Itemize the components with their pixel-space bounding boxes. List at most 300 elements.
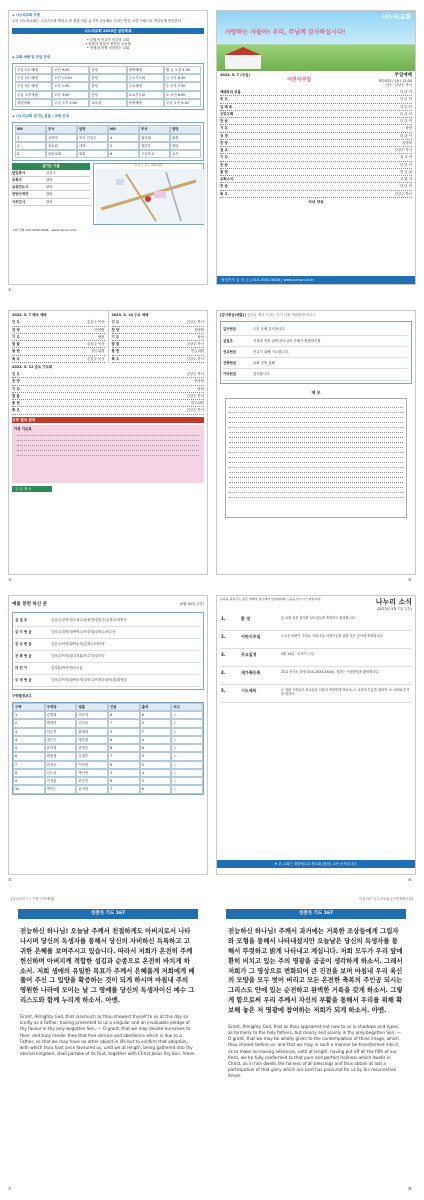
donor-names: 김상주/이영희/김정훈/이수진/김미숙 [51, 653, 105, 658]
staff-cell: 교사 [170, 150, 201, 158]
role-label: 말 씀 [12, 342, 20, 346]
servant-row [12, 170, 90, 177]
cover-banner [217, 11, 415, 71]
district-cell: 1 [13, 711, 45, 719]
order-leader: 다 같 이 [400, 97, 412, 102]
role-row [112, 327, 205, 334]
role-label: 기 도 [111, 334, 120, 339]
news-body: ① 저희 가정들이 하나님과 더불어 축복받게 하소서. ② 교회의 부흥을 위하여. ③ 나라와 민족을 위하여. [281, 688, 410, 696]
district-cell: 김영희 [45, 711, 77, 719]
district-cell: 박정미 [45, 719, 77, 727]
offering-note: 가정과 직장 위에 하나님의 은혜가 충만하기를 [253, 338, 321, 343]
district-cell: ○ [171, 719, 203, 727]
staff-cell: 4 [108, 134, 139, 142]
role-label: 말 씀 [111, 342, 120, 346]
staff-row [15, 134, 201, 142]
memo-area[interactable] [225, 398, 407, 518]
district-cell: 박민수 [45, 785, 77, 793]
offering-row [223, 358, 409, 369]
offering-table [220, 321, 412, 383]
role-label: 봉 헌 [12, 401, 20, 405]
district-row [13, 719, 203, 727]
page-number: ⑦ [8, 1186, 12, 1191]
worship-cell: 본당 [89, 74, 126, 82]
district-cell: ○ [171, 752, 203, 760]
footer-bar: 담임목사 김 상 주 | 010-3542-5006 | www.nanuri.or.kr [217, 276, 415, 284]
offering-header [217, 311, 415, 319]
news-title: 환 영 [241, 616, 251, 621]
page-6 [216, 595, 416, 875]
goal-item: • 전세대 함께 성장하는 교회 [86, 46, 130, 51]
district-cell: 7 [108, 752, 140, 760]
worship-cell: 새벽예배 [127, 66, 164, 74]
district-title: 구역별정보고 [12, 693, 32, 698]
role-label: 찬 양 [12, 327, 20, 332]
role-value: 김상주 목사 [186, 356, 204, 361]
role-row [12, 319, 105, 326]
order-label: 기 도 [220, 155, 228, 160]
theme-worship-title: 2023. 5. 7 테마 예배 [12, 313, 47, 317]
servant-name: 담당 [46, 177, 53, 182]
order-item [220, 176, 412, 183]
district-cell: 4 [140, 769, 172, 777]
district-cell: 최영희 [76, 728, 108, 736]
order-leader: 김상주 목사 [394, 148, 412, 153]
offering-note: 감사합니다. [253, 372, 271, 377]
service-meta [378, 73, 412, 87]
theme-worship [9, 311, 109, 363]
role-row [112, 348, 205, 355]
role-row [112, 319, 205, 326]
staff-cell: 대표 [77, 142, 108, 150]
offering-subtitle: 감사로 제사 드리는 자가 나를 영화롭게 하나니 [246, 313, 316, 317]
district-cell: 8 [108, 744, 140, 752]
role-row [12, 371, 204, 378]
district-row [13, 711, 203, 719]
role-value: 김상주 목사 [186, 408, 204, 413]
worship-cell: 본당 [89, 91, 126, 99]
servant-role: 담임목사 [12, 170, 26, 175]
prayer-header-right: 아름다운 나누리교회 [구역예배공과] [359, 897, 413, 901]
offering-row [223, 324, 409, 335]
district-cell: 5 [140, 777, 172, 785]
district-cell: 김도윤 [45, 769, 77, 777]
table-header [15, 125, 201, 133]
district-cell: 김정수 [76, 752, 108, 760]
news-logo-name: 나누리 소식 [375, 598, 412, 606]
order-item [220, 191, 412, 198]
order-item [220, 125, 412, 132]
district-cell: 6 [140, 711, 172, 719]
offering-type: 건축헌금 [223, 361, 237, 365]
donor-names: 김지훈/박서연/이도윤 [51, 665, 83, 670]
district-cell: 9 [108, 728, 140, 736]
order-list [217, 89, 415, 198]
prayer-box-title: 가정 기도표 [14, 426, 32, 431]
order-leader: 다 같 이 [400, 133, 412, 138]
order-item [220, 183, 412, 190]
donor-names: 김상주/이영희/박순자/김영수/이정숙/윤미경/최영철 [51, 677, 127, 682]
district-cell: 한정숙 [76, 744, 108, 752]
role-row [12, 378, 204, 385]
servant-row [12, 191, 90, 198]
donor-date: (4월 30일 주간) [179, 602, 204, 606]
servants-title: 섬기는 이들 [12, 163, 90, 169]
order-leader: 설 교 자 [400, 155, 412, 160]
district-row [13, 736, 203, 744]
role-row [12, 386, 204, 393]
roles-mid [109, 319, 208, 363]
memo-title: 메 모 [311, 389, 321, 395]
district-cell: 7 [140, 728, 172, 736]
district-cell: ○ [171, 736, 203, 744]
order-leader: 찬양대 [402, 140, 412, 145]
prayer-box [12, 425, 204, 483]
sunday-label: 주일예배 [394, 73, 412, 78]
servant-row [12, 184, 90, 191]
district-cell: 박순희 [76, 736, 108, 744]
district-cell: ○ [171, 769, 203, 777]
role-value: 찬양팀 [94, 327, 105, 332]
district-cell: 8 [13, 769, 45, 777]
news-number: 5. [221, 688, 226, 693]
order-item [220, 104, 412, 111]
role-row [112, 341, 205, 348]
role-label: 봉 헌 [12, 349, 20, 354]
service-line: 제 2023 / 19 / 11:00 [378, 78, 412, 83]
staff-cell: 회장 [170, 134, 201, 142]
attendance-title: 교회 결석 관리 [12, 417, 204, 423]
servant-name: 담당 [46, 185, 53, 190]
page-8 [216, 895, 416, 1183]
phone-text: 교회 전화 010-3542-5006 [12, 228, 49, 233]
district-row [13, 752, 203, 760]
worship-cell: 월-금 오전 5:30 [164, 66, 201, 74]
worship-cell: 오후 3:00 [52, 91, 89, 99]
role-row [112, 356, 205, 363]
order-label: 예배로의 부름 [220, 90, 241, 95]
news-item [221, 649, 411, 667]
district-cell: 윤미경 [45, 744, 77, 752]
worship-cell: 본당 [89, 82, 126, 90]
servants-section [12, 163, 204, 225]
news-body: 5월 14일 - 어버이 주일 [281, 652, 314, 656]
order-leader: 담당 [405, 126, 412, 131]
servant-row [12, 199, 90, 206]
order-leader: 다 같 이 [400, 184, 412, 189]
order-label: 신앙고백 [220, 111, 234, 116]
goal-item: • 모범적 선교적 섬김의 교회 [86, 37, 130, 42]
district-cell: ○ [171, 728, 203, 736]
donor-table [12, 612, 204, 690]
role-label: 축 도 [111, 356, 120, 361]
news-title: 기도제목 [241, 688, 257, 693]
staff-cell: 장로회 [46, 142, 77, 150]
staff-cell: 주일학교 [139, 150, 170, 158]
worship-cell: 본당 [89, 66, 126, 74]
district-cell: 6 [108, 736, 140, 744]
prayer-title: 성찬식 기도 167 [18, 909, 198, 919]
header-cell: 출석 [140, 703, 172, 711]
staff-cell: 목사 김상주 [77, 134, 108, 142]
donor-row [15, 627, 201, 639]
order-leader: 헌 금 위 [400, 169, 412, 174]
prayer-english: Grant, Almighty God, that inasmuch as thou showest thyself to us at this day so kindly as a Father, having presented to us a singular and an invaluable pledge of thy favour in thy only-begotten Son, — O grant, that we may devote ourselves to thee, and truly render thee that free service and obedience which is due to a Father, so that we may have no other object in life but to confirm that adoption, with which thou hast once favoured us, until we at length, being gathered into thy eternal kingdom, shall partake of its fruit, together with Christ Jesus thy Son. Amen. [20, 1014, 196, 1056]
role-value: 찬양팀 [194, 379, 204, 384]
donor-row [15, 639, 201, 651]
order-leader: 다 같 이 [400, 162, 412, 167]
order-label: 봉 헌 [220, 169, 228, 174]
prayer-english: Grant, Almighty God, that as thou appearest not now to us in shadows and types, as formerly to the holy fathers, but clearly and plainly in thy only-begotten Son, — O grant, that we may be wholly given to the contemplation of thine image, which thou shinest before us: and that we may in such a manner be transformed into it, as to make increasing advances, until at length, having put off all the filth of our flesh, we be fully conformed to that pure and perfect holiness which dwells in Christ, as in him dwells the fulness of all blessings and thus obtain at last a participation of that glory which our Lord has procured for us by his resurrection. Amen. [228, 1024, 402, 1078]
order-label: 찬 양 [220, 140, 228, 145]
service-header [217, 71, 415, 89]
worship-cell: 교육관 [89, 99, 126, 107]
worship-columns [9, 311, 207, 363]
role-label: 말 씀 [12, 393, 20, 398]
prayer-korean: 전능하신 하나님! 오늘날 주께서 친절하게도 아버지로서 나타나시며 당신의 독생자를 통해서 당신의 자비하신 독특하고 고귀한 은혜를 보여주시고 있습니다. 따라서 저희가 온전히 주께 헌신하며 아버지께 적합한 섬김과 순종으로 온전히 바치게 하소서. 저희 생애의 유일한 목표가 주께서 은혜롭게 저희에게 베풀어 주신 그 입양을 확증하는 것이 되게 하시며 마침내 주의 영원한 나라에 모이는 날 그 영예를 당신의 독생자이신 예수 그리스도와 함께 누리게 하소서. 아멘. [20, 926, 195, 1005]
mission-text: 우리 나누리교회는 그리스도를 머리로 한 몸을 이룬 유기적 공동체로 우리는 믿음 소망 사랑으로 하나님께 헌신한다. [12, 19, 183, 24]
order-label: 성 경 [220, 133, 228, 138]
district-cell: 9 [13, 777, 45, 785]
worship-cell: 금 오후 8:30 [164, 74, 201, 82]
servants-list [12, 170, 90, 206]
role-value: 헌금위원 [190, 401, 204, 405]
header-cell: NO [108, 125, 139, 133]
donor-category: 십 일 조 [15, 617, 28, 622]
news-number: 4. [221, 670, 226, 675]
worship-cell: 주일 3부 예배 [15, 82, 52, 90]
web-text: www.nanuri.or.kr [51, 228, 77, 233]
news-footer: ※ 본 교회는 대한예수교 장로회 (합동) 교단 소속입니다. [217, 860, 415, 868]
worship-cell: 수요예배 [127, 82, 164, 90]
news-item [221, 685, 411, 703]
news-date: (2023년 5월 7일 주간) [376, 606, 412, 611]
donor-header [9, 600, 207, 610]
district-cell: 한정호 [45, 761, 77, 769]
donor-category: 어 린 이 [15, 665, 28, 670]
offering-type: 감사헌금 [223, 327, 237, 332]
map-box [93, 163, 204, 225]
service-sub: 인도: 김상주 목사 [385, 82, 412, 87]
role-value: 헌금위원 [190, 349, 204, 354]
district-cell: ○ [171, 785, 203, 793]
district-row [13, 761, 203, 769]
staff-row [15, 150, 201, 158]
news-intro: 등록을 원하시는 분은 예배당 입구에서 안내위원의 도움을 받으시기 바랍니다. [220, 597, 322, 601]
role-row [12, 400, 204, 407]
offering-note: 교회 건축 위해 [253, 361, 275, 365]
header-cell: 담당 [77, 125, 108, 133]
worship-cell: 학생예배 [127, 99, 164, 107]
fri-title: 2023. 5. 12 금요 기도회 [12, 364, 53, 369]
role-value: 김상주 목사 [87, 356, 105, 361]
worship-cell: 주일 오후 2:00 [52, 99, 89, 107]
role-row [12, 348, 105, 355]
district-cell: 7 [13, 761, 45, 769]
worship-cell: 오후 1:30 [52, 82, 89, 90]
wed-worship-title: 2023. 5. 10 수요 예배 [111, 313, 149, 317]
order-label: 찬 송 [220, 119, 228, 124]
district-cell: ○ [171, 777, 203, 785]
worship-row [15, 74, 201, 82]
servant-name: 담당 [46, 199, 53, 204]
order-item [220, 111, 412, 118]
header-cell: 비고 [171, 703, 203, 711]
servants-box [12, 163, 90, 225]
order-label: 교회소식 [220, 177, 234, 182]
order-leader: 사 회 자 [400, 177, 412, 182]
district-cell: 8 [108, 711, 140, 719]
district-cell: 6 [13, 752, 45, 760]
news-body: 본 교회 처음 출석한 성도님들을 축복하고 환영합니다. [281, 616, 356, 620]
prayer-title: 성찬식 기도 167 [226, 909, 406, 919]
offering-type: 선교헌금 [223, 349, 237, 354]
role-label: 축 도 [12, 356, 20, 361]
prayer-header-left: [성교요약 7 / 가정 구역예배] [11, 897, 55, 901]
staff-cell: 권사회 [139, 134, 170, 142]
order-item [220, 140, 412, 147]
district-cell: 김미숙 [76, 719, 108, 727]
staff-cell: 남선교회 [46, 150, 77, 158]
order-item [220, 147, 412, 154]
sermon-title: 자녀 양육 [308, 199, 324, 204]
district-cell: 5 [140, 719, 172, 727]
table-header [13, 703, 203, 711]
district-cell: 이정훈 [45, 777, 77, 785]
news-number: 2. [221, 634, 226, 639]
role-label: 찬 양 [12, 379, 20, 384]
order-label: 찬 송 [220, 162, 228, 167]
news-item [221, 667, 411, 685]
news-number: 1. [221, 616, 226, 621]
church-name: 나누리교회 [382, 14, 411, 21]
news-item [221, 613, 411, 631]
district-cell: 4 [13, 736, 45, 744]
district-cell: 3 [13, 728, 45, 736]
worship-row [15, 66, 201, 74]
donor-row [15, 651, 201, 663]
role-row [112, 334, 205, 341]
role-row [12, 341, 105, 348]
donor-row [15, 675, 201, 687]
donor-category: 건 축 헌 금 [15, 653, 32, 658]
district-cell: 5 [140, 752, 172, 760]
offering-note: 주님 은혜 감사합니다. [253, 327, 286, 332]
page-2 [216, 10, 416, 285]
order-item [220, 96, 412, 103]
donor-category: 주 정 헌 금 [15, 677, 32, 682]
order-label: 묵 도 [220, 97, 228, 102]
district-cell: 이수진 [45, 728, 77, 736]
staff-cell: 5 [108, 142, 139, 150]
worship-row [15, 99, 201, 107]
order-leader: 다 같 이 [400, 104, 412, 109]
servant-role: 교육전도사 [12, 185, 29, 190]
news-title: 새가족등록 [241, 670, 261, 675]
district-cell: ○ [171, 711, 203, 719]
district-row [13, 785, 203, 793]
news-list [217, 613, 415, 703]
district-row [13, 769, 203, 777]
staff-cell: 교역자 [46, 134, 77, 142]
date-line: 2023. 5. 7 (주일) [220, 73, 250, 77]
district-row [13, 777, 203, 785]
offering-type: 기타헌금 [223, 372, 237, 377]
donor-category: 선 교 헌 금 [15, 641, 32, 646]
role-value: 김상주 목사 [87, 320, 105, 325]
role-label: 인 도 [12, 372, 20, 376]
role-label: 인 도 [12, 320, 20, 325]
header-cell: 구역 [13, 703, 45, 711]
role-value: 김상주 목사 [186, 393, 204, 398]
role-label: 기 도 [12, 334, 20, 339]
servant-role: 부목사 [12, 177, 22, 182]
role-value: 찬양팀 [194, 327, 204, 332]
role-value: 담당 [97, 334, 105, 339]
staff-table [12, 122, 204, 161]
roles-fri [9, 371, 207, 415]
worship-title: ◈ 교회 예배 및 모임 안내 [12, 54, 50, 59]
district-cell: 윤지영 [76, 785, 108, 793]
role-value: 헌금위원 [91, 349, 105, 354]
donor-title: 예물 봉헌 하신 분 [12, 602, 48, 607]
district-cell: 7 [108, 719, 140, 727]
order-leader: 김상주 목사 [394, 191, 412, 196]
district-cell: 이순자 [76, 711, 108, 719]
district-cell: 10 [13, 785, 45, 793]
map-title: 오시는 길 / 교회 위치 [134, 163, 163, 168]
role-value: 담당 [197, 334, 204, 339]
servant-row [12, 177, 90, 184]
staff-cell: 3 [15, 150, 46, 158]
header-cell: 권찰 [76, 703, 108, 711]
donor-row [15, 615, 201, 627]
staff-cell: 6 [108, 150, 139, 158]
service-date [220, 73, 378, 87]
role-label: 인 도 [111, 320, 120, 325]
order-item [220, 89, 412, 96]
order-label: 찬 송 [220, 184, 228, 189]
role-value: 김상주 목사 [186, 342, 204, 346]
page-1 [8, 10, 208, 285]
worship-cell: 주일 오전 9:30 [164, 99, 201, 107]
order-item [220, 162, 412, 169]
district-cell: 6 [140, 785, 172, 793]
district-cell: 5 [13, 744, 45, 752]
district-cell: 이미영 [76, 761, 108, 769]
page-number: ⑥ [408, 877, 412, 882]
role-row [12, 393, 204, 400]
district-cell: 5 [108, 769, 140, 777]
staff-cell: 담당 [170, 142, 201, 150]
page-number: ④ [408, 577, 412, 582]
staff-cell: 청년부 [139, 142, 170, 150]
offering-note: 선교지 위해 기도합니다. [253, 349, 289, 354]
role-row [12, 327, 105, 334]
goal-list [9, 36, 207, 53]
goal-item: • 말씀과 성령의 충만한 공동체 [85, 42, 131, 47]
district-cell: 6 [108, 761, 140, 769]
goal-title: 나누리교회 2023년 실천목표 [12, 28, 204, 34]
news-number: 3. [221, 652, 226, 657]
district-cell: 6 [140, 744, 172, 752]
role-value: 김상주 목사 [87, 342, 105, 346]
news-body: 23-2 전가소 학생 (010-2925-XXXX), 청하는 이정현님을 환영합니다. [281, 670, 380, 674]
staff-row [15, 142, 201, 150]
district-cell: 최영철 [45, 752, 77, 760]
news-body: 오늘은 어린이 주일로 지킵니다. 어린이들을 위한 모든 순서에 축복합니다. [281, 634, 384, 638]
district-cell: 6 [108, 777, 140, 785]
